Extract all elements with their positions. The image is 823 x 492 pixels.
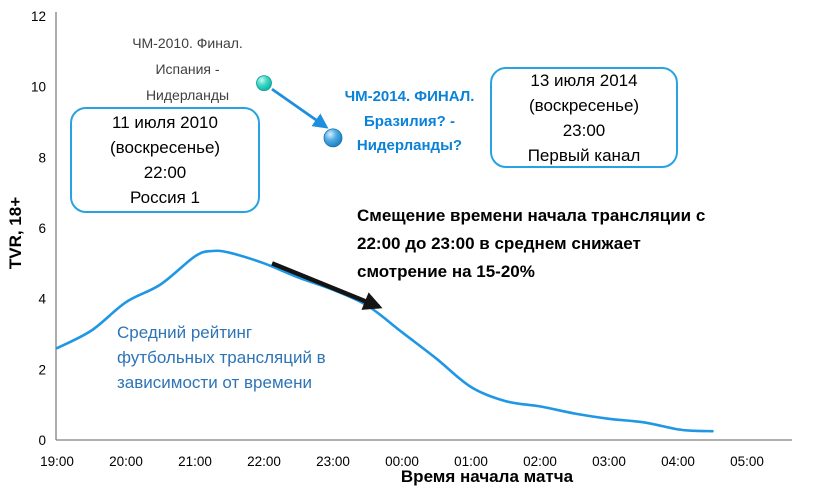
text-line: Нидерланды? [356,137,463,154]
x-tick-label: 22:00 [247,454,281,469]
y-tick-label: 2 [38,362,46,378]
text-line: Средний рейтинг [117,323,253,342]
text-line: футбольных трансляций в [117,348,326,367]
y-axis-title: TVR, 18+ [6,196,25,270]
text-line: Нидерланды [145,87,230,103]
x-tick-label: 03:00 [592,454,626,469]
text-line: 22:00 до 23:00 в среднем снижает [357,234,641,253]
y-tick-label: 4 [38,291,46,307]
text-line: (воскресенье) [528,95,640,115]
text-line: 22:00 [143,163,187,182]
wc2010-callout-box [70,107,260,213]
series-label [117,320,387,395]
text-line: (воскресенье) [109,138,221,157]
text-line: зависимости от времени [117,373,312,392]
wc2014-label [327,85,492,159]
x-tick-label: 02:00 [523,454,557,469]
x-tick-label: 05:00 [730,454,764,469]
x-tick-label: 23:00 [316,454,350,469]
x-tick-label: 04:00 [661,454,695,469]
text-line: ЧМ-2014. ФИНАЛ. [344,88,475,105]
text-line: Бразилия? - [364,112,455,130]
x-tick-label: 20:00 [109,454,143,469]
x-tick-label: 01:00 [454,454,488,469]
x-tick-label: 19:00 [40,454,74,469]
time-shift-note [357,202,767,286]
text-line: Россия 1 [130,188,200,207]
x-tick-label: 21:00 [178,454,212,469]
text-line: 13 июля 2014 [530,70,638,90]
text-line: 23:00 [562,120,606,140]
wc2014-callout-box [490,67,678,168]
y-tick-label: 6 [38,221,46,237]
y-tick-label: 10 [30,79,46,95]
x-tick-label: 00:00 [385,454,419,469]
y-tick-label: 0 [38,433,46,448]
text-line: Смещение времени начала трансляции с [357,206,706,225]
text-line: 11 июля 2010 [112,113,218,132]
text-line: Испания - [155,61,220,77]
x-axis-title: Время начала матча [400,467,574,486]
text-line: смотрение на 15-20% [357,262,535,281]
text-line: ЧМ-2010. Финал. [132,35,243,51]
wc2010-label [100,30,275,108]
text-line: Первый канал [527,145,641,165]
y-tick-label: 8 [38,150,46,166]
y-tick-label: 12 [30,9,46,25]
dots-arrow [272,89,326,127]
